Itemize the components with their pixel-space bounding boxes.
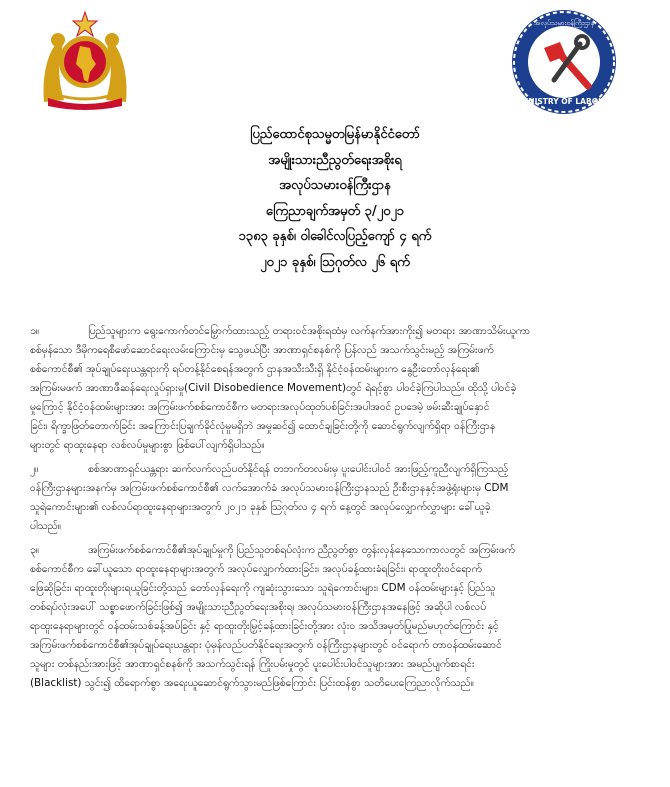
paragraph-line: အကြမ်းဖက်စစ်ကောင်စီ၏အုပ်ချုပ်မှုကို ပြည်သူတစ်ရပ်လုံးက ညီညွတ်စွာ တွန်းလှန်နေသောကာလတွင် အကြမ်းဖက် bbox=[88, 544, 515, 556]
paragraph-line: တစ်ရပ်လုံးအပေါ် သစ္စာဖောက်ခြင်းဖြစ်၍ အမျိုးသားညီညွတ်ရေးအစိုးရ၊ အလုပ်သမားဝန်ကြီးဌာနအနေဖြင့် အဆိုပါ လစ်လပ် bbox=[30, 601, 487, 613]
paragraph-3 bbox=[30, 541, 642, 693]
document-header bbox=[0, 122, 670, 275]
paragraph-line: မှုကြောင့် နိုင်ငံ့ဝန်ထမ်းများအား အကြမ်းဖက်စစ်ကောင်စီက မတရားအလုပ်ထုတ်ပစ်ခြင်းအပါအဝင် ဥပဒေမဲ့ ဖမ်းဆီးချုပ်နှောင် bbox=[30, 401, 490, 413]
paragraph-line: စစ်မှန်သော ဒီမိုကရေစီဖော်ဆောင်ရေးလမ်းကြောင်းမှ သွေဖယ်ပြီး အာဏာရှင်စနစ်ကို ပြန်လည် အသက်သွင်းမည့် အကြမ်းဖက် bbox=[30, 344, 494, 356]
ministry-of-labour-logo-icon bbox=[510, 8, 618, 116]
logo-text-top: အလုပ်သမားဝန်ကြီးဌာန bbox=[533, 19, 595, 27]
header-gregorian-date: ၂၀၂၁ ခုနှစ်၊ ဩဂုတ်လ ၂၆ ရက် bbox=[260, 254, 410, 270]
paragraph-line: စစ်အာဏာရှင်ယန္တရား ဆက်လက်လည်ပတ်နိုင်ရန် တဘက်တလမ်းမှ ပူးပေါင်းပါဝင် အားဖြည့်ကူညီလျက်ရှိကြသည့် bbox=[88, 463, 509, 475]
state-seal-icon bbox=[38, 10, 132, 110]
paragraph-line: သူရဲကောင်းများ၏ လစ်လပ်ရာထူးနေရာများအတွက် ၂၀၂၁ ခုနှစ် ဩဂုတ်လ ၄ ရက် နေ့တွင် အလုပ်လျှောက်လွှာများ ခေါ်ယူခဲ့ bbox=[30, 501, 491, 513]
header-ministry: အလုပ်သမားဝန်ကြီးဌာန bbox=[279, 178, 391, 193]
paragraph-number: ၁။ bbox=[30, 325, 39, 337]
paragraph-line: (Blacklist) သွင်း၍ ထိရောက်စွာ အရေးယူဆောင်ရွက်သွားမည်ဖြစ်ကြောင်း ပြင်းထန်စွာ သတိပေးကြေညာလိုက်သည်။ bbox=[30, 677, 474, 689]
paragraph-line: အကြမ်းဖက်စစ်ကောင်စီ၏အုပ်ချုပ်ရေးယန္တရား ပုံမှန်လည်ပတ်နိုင်ရေးအတွက် ဝန်ကြီးဌာနများတွင် ဝင်ရောက် တာဝန်ထမ်းဆောင် bbox=[30, 639, 502, 651]
paragraph-line: သူများ တစ်နည်းအားဖြင့် အာဏာရှင်စနစ်ကို အသက်သွင်းရန် ကြိုးပမ်းမှုတွင် ပူးပေါင်းပါဝင်သူများအား အမည်ပျက်စာရင်း bbox=[30, 658, 475, 670]
paragraph-line: ဝန်ကြီးဌာနများအနက်မှ အကြမ်းဖက်စစ်ကောင်စီ၏ လက်အောက်ခံ အလုပ်သမားဝန်ကြီးဌာနသည် ဦးစီးဌာနနှင့်အဖွဲ့ရုံးများမှ CDM bbox=[30, 482, 509, 494]
paragraph-line: ပါသည်။ bbox=[30, 520, 61, 532]
paragraph-line: ဖြေဆိုခြင်း၊ ရာထူးတိုးများရယူခြင်းတို့သည် တော်လှန်ရေးကို ကျဆုံးသွားသော သူရဲကောင်းများ၊ CDM ဝန်ထမ်းများနှင့် ပြည်သူ bbox=[30, 582, 496, 594]
paragraph-line: ရာထူးနေရာများတွင် ဝန်ထမ်းသစ်ခန့်အပ်ခြင်း နှင့် ရာထူးတိုးမြှင့်ခန့်ထားခြင်းတို့အား လုံးဝ အသိအမှတ်ပြုမည်မဟုတ်ကြောင်း နှင့် bbox=[30, 620, 499, 632]
header-myanmar-date: ၁၃၈၃ ခုနှစ်၊ ဝါခေါင်လပြည့်ကျော် ၄ ရက် bbox=[238, 229, 432, 244]
paragraph-line: ပြည်သူများက ရွေးကောက်တင်မြှောက်ထားသည့် တရားဝင်အစိုးရထံမှ လက်နက်အားကိုး၍ မတရား အာဏာသိမ်းယူကာ bbox=[88, 325, 531, 337]
logo-text-bottom: MINISTRY OF LABOUR bbox=[518, 97, 610, 106]
paragraph-1 bbox=[30, 322, 642, 455]
paragraph-number: ၃။ bbox=[30, 544, 39, 556]
header-government: အမျိုးသားညီညွတ်ရေးအစိုးရ bbox=[268, 152, 402, 168]
paragraph-line: စစ်ကောင်စီ၏ အုပ်ချုပ်ရေးယန္တရားကို ရပ်တန့်နိုင်စေရန်အတွက် ဌာနအသီးသီးရှိ နိုင်ငံ့ဝန်ထမ်းများက နွေဦးတော်လှန်ရေး၏ bbox=[30, 363, 480, 375]
paragraph-number: ၂။ bbox=[30, 463, 39, 475]
paragraph-2 bbox=[30, 460, 642, 536]
paragraph-line: စစ်ကောင်စီက ခေါ်ယူသော ရာထူးနေရာများအတွက် အလုပ်လျှောက်ထားခြင်း၊ အလုပ်ခန့်ထားခံရခြင်း၊ ရာထူးတိုးဝင်ရောက် bbox=[30, 563, 482, 575]
paragraph-line: ခြင်း၊ ရိက္ခာဖြတ်တောက်ခြင်း အကြောင်းပြချက်ခိုင်လုံမှုမရှိဘဲ အမှုဆင်၍ ထောင်ချခြင်းတို့ကို ဆောင်ရွက်လျက်ရှိရာ ဝန်ကြီးဌာန bbox=[30, 420, 496, 432]
paragraph-line: အကြမ်းမဖက် အာဏာဖီဆန်ရေးလှုပ်ရှားမှု(Civil Disobedience Movement)တွင် ရဲရင့်စွာ ပါဝင်ခဲ့ကြပါသည်။ ထိုသို့ ပါဝင်ခဲ့ bbox=[30, 382, 517, 394]
document-body bbox=[30, 322, 642, 698]
header-announcement-number: ကြေညာချက်အမှတ် ၃/၂၀၂၁ bbox=[265, 203, 405, 219]
header-country: ပြည်ထောင်စုသမ္မတမြန်မာနိုင်ငံတော် bbox=[250, 127, 420, 142]
paragraph-line: များတွင် ရာထူးနေရာ လစ်လပ်မှုများစွာ ဖြစ်ပေါ်လျက်ရှိပါသည်။ bbox=[30, 439, 265, 451]
